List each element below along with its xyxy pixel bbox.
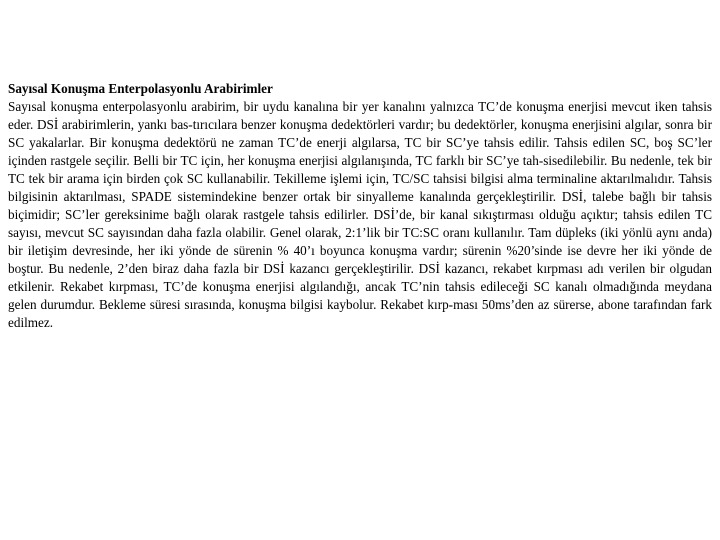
document-body-paragraph: Sayısal konuşma enterpolasyonlu arabirim, bir uydu kanalına bir yer kanalını yalnızca TC’de konuşma enerjisi mevcut iken tahsis eder. DSİ arabirimlerin, yankı bas-tırıcılara benzer konuşma dedektörleri vardır; bu dedektörler, konuşma enerjisini algılar, sonra bir SC yakalarlar. Bir konuşma dedektörü ne zaman TC’de enerji algılarsa, TC bir SC’ye tahsis edilir. Tahsis edilen SC, boş SC’ler içinden rastgele seçilir. Belli bir TC için, her konuşma enerjisi algılanışında, TC farklı bir SC’ye tah-sisedilebilir. Bu nedenle, tek bir TC tek bir arama için birden çok SC kullanabilir. Tekilleme işlemi için, TC/SC tahsisi bilgisi alma terminaline aktarılmalıdır. Tahsis bilgisinin aktarılması, SPADE sistemindekine benzer ortak bir sinyalleme kanalında gerçekleştirilir. DSİ, talebe bağlı bir tahsis biçimidir; SC’ler gereksinime bağlı olarak rastgele tahsis edilirler. DSİ’de, bir kanal sıkıştırması olduğu açıktır; tahsis edilen TC sayısı, mevcut SC sayısından daha fazla olabilir. Genel olarak, 2:1’lik bir TC:SC oranı kullanılır. Tam düpleks (iki yönlü aynı anda) bir iletişim devresinde, her iki yönde de sürenin % 40’ı boyunca konuşma vardır; sürenin %20’sinde ise devre her iki yönde de boştur. Bu nedenle, 2’den biraz daha fazla bir DSİ kazancı gerçekleştirilir. DSİ kazancı, rekabet kırpması adı verilen bir olgudan etkilenir. Rekabet kırpması, TC’de konuşma enerjisi algılandığı, ancak TC’nin tahsis edileceği SC kanalı olmadığında meydana gelen durumdur. Bekleme süresi sırasında, konuşma bilgisi kaybolur. Rekabet kırp-ması 50ms’den az sürerse, abone tarafından fark edilmez.	[8, 99, 712, 330]
document-title: Sayısal Konuşma Enterpolasyonlu Arabirimler	[8, 81, 273, 96]
document-page	[8, 80, 712, 332]
